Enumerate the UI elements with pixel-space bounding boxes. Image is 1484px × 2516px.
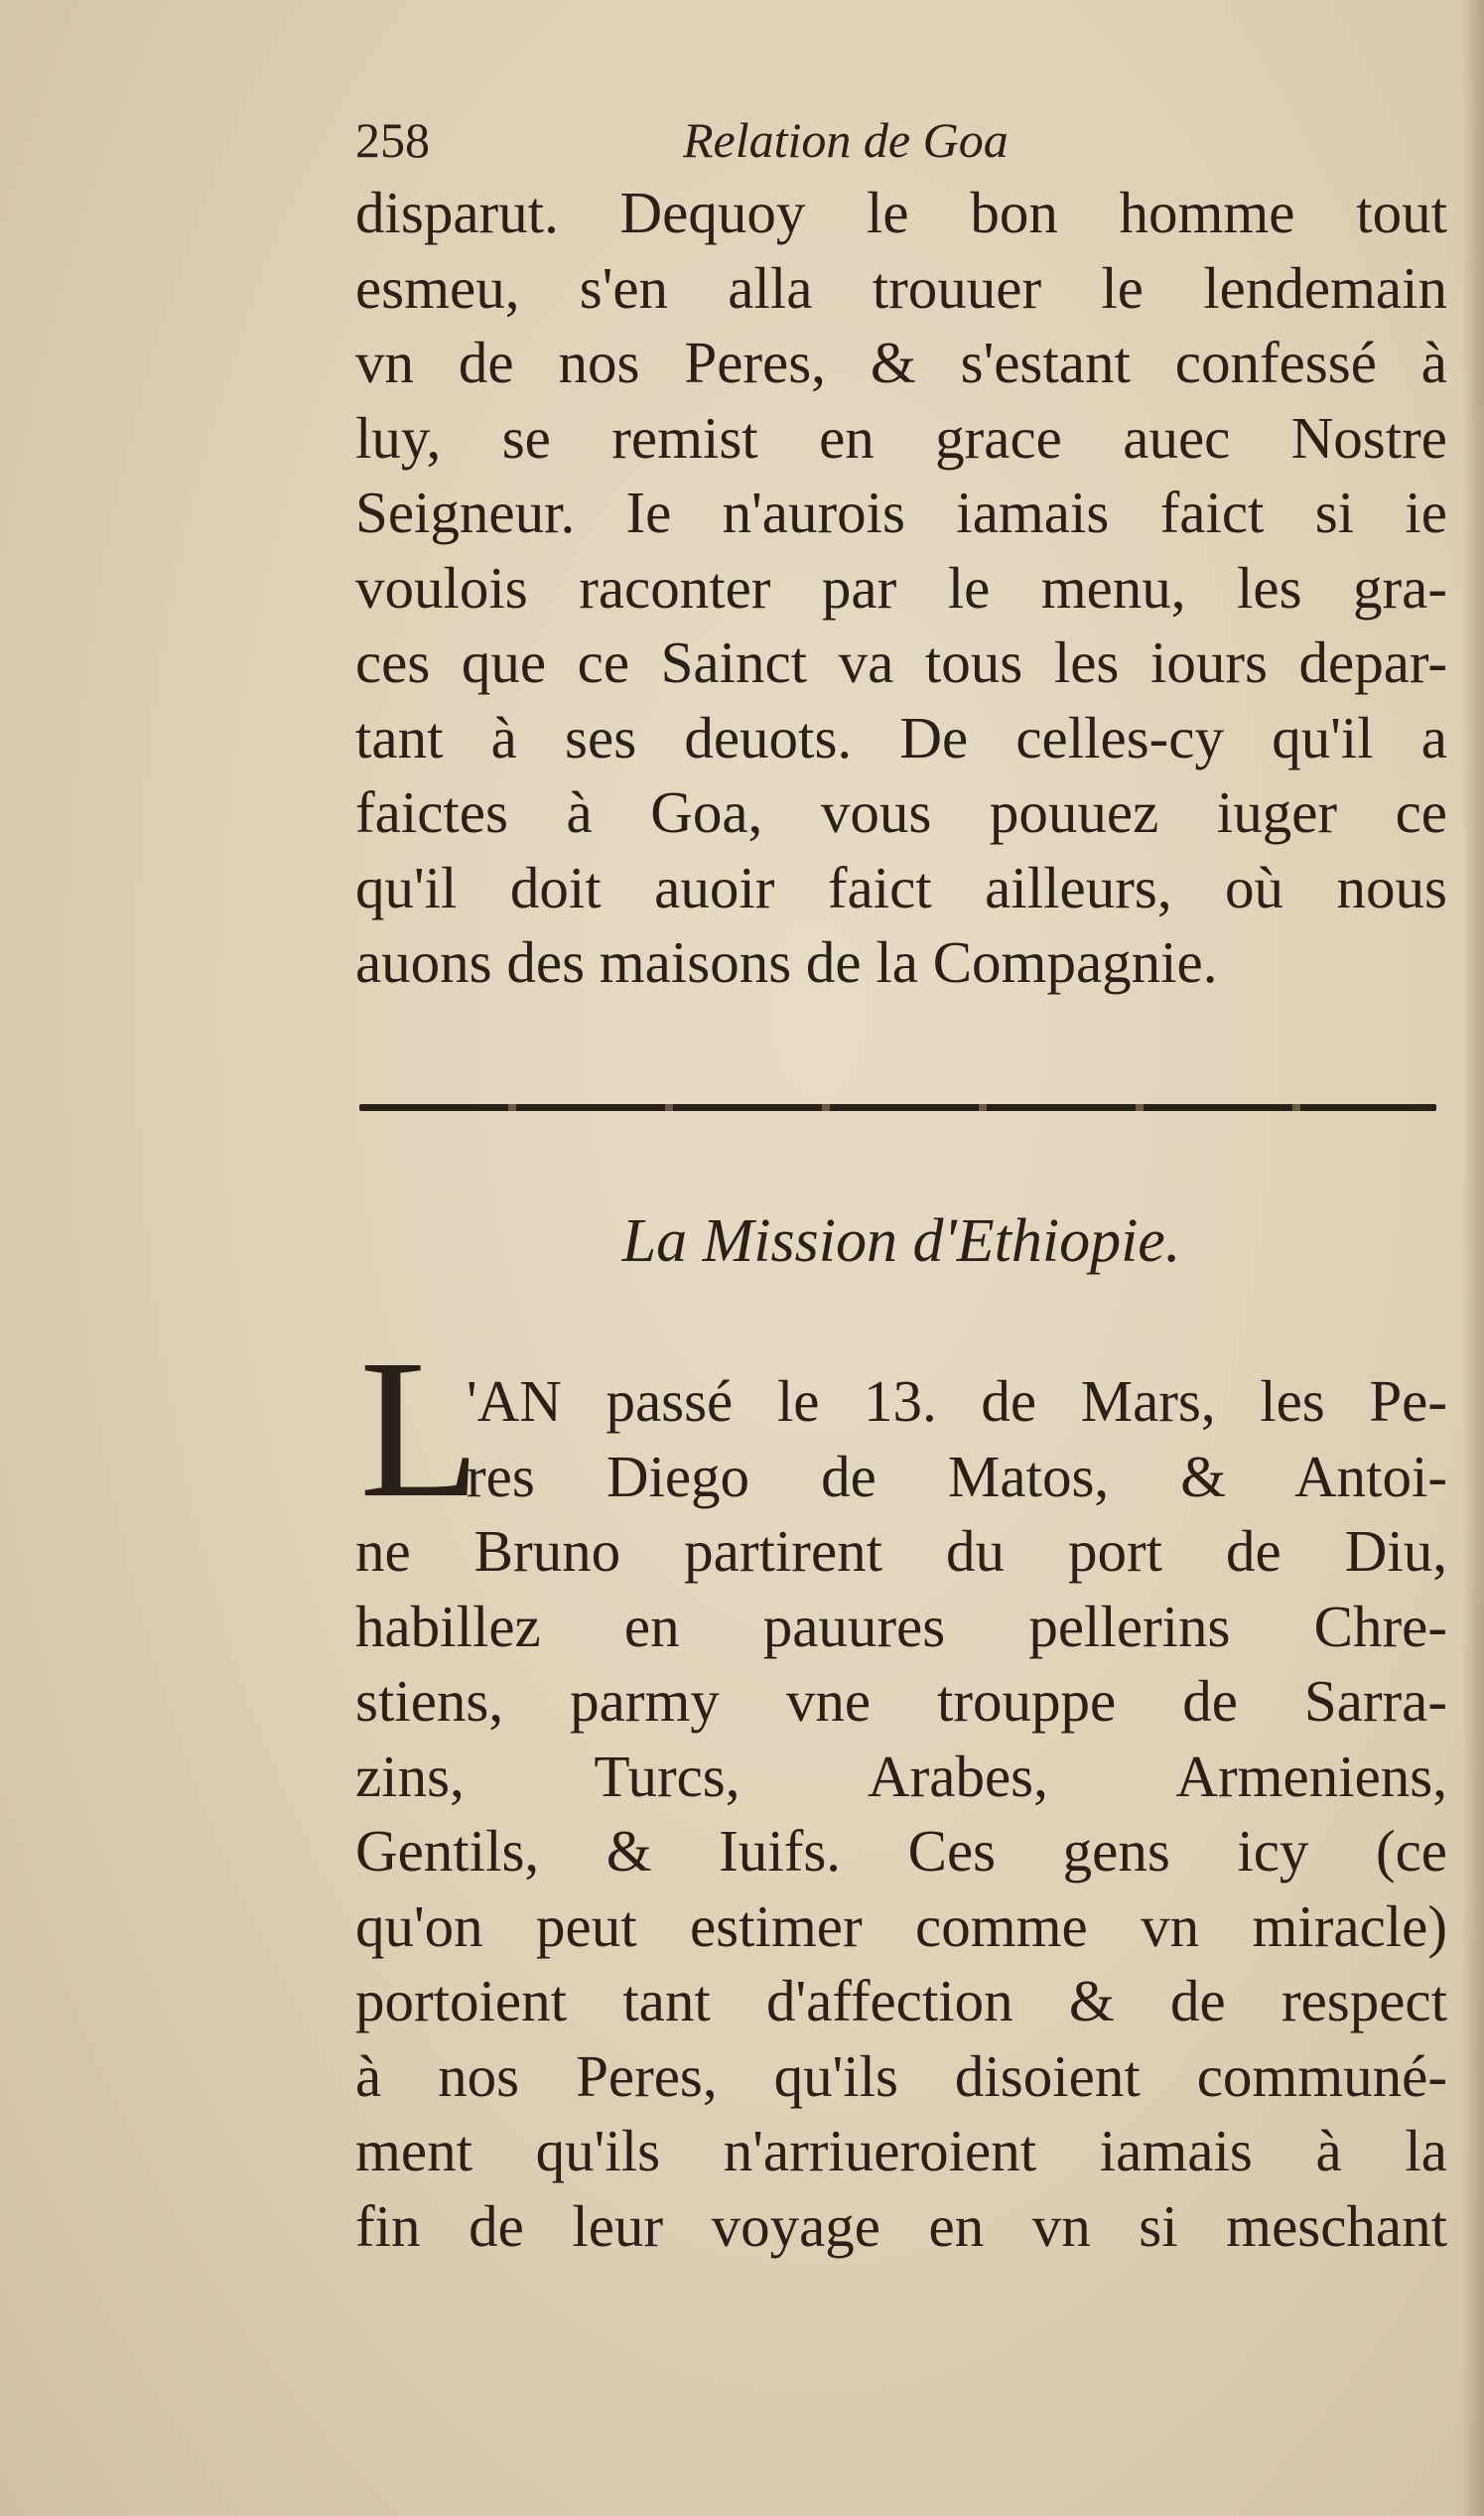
running-title: Relation de Goa xyxy=(683,112,1009,168)
text-line: habillez en pauures pellerins Chre- xyxy=(355,1593,1447,1659)
text-line: Gentils, & Iuifs. Ces gens icy (ce xyxy=(355,1818,1447,1884)
text-line: faictes à Goa, vous pouuez iuger ce xyxy=(355,779,1447,845)
text-line: vn de nos Peres, & s'estant confessé à xyxy=(355,330,1447,395)
text-line: voulois raconter par le menu, les gra- xyxy=(355,554,1447,621)
section-title: La Mission d'Ethiopie. xyxy=(621,1207,1181,1275)
paragraph-2-indented xyxy=(467,1364,1447,1514)
text-line: 'AN passé le 13. de Mars, les Pe- xyxy=(467,1368,1447,1434)
text-line: disparut. Dequoy le bon homme tout xyxy=(355,180,1447,245)
text-line: qu'il doit auoir faict ailleurs, où nous xyxy=(355,854,1447,920)
text-line: tant à ses deuots. De celles-cy qu'il a xyxy=(355,704,1447,770)
paragraph-2 xyxy=(355,1514,1447,2264)
text-line: ment qu'ils n'arriueroient iamais à la xyxy=(355,2118,1447,2183)
text-line: res Diego de Matos, & Antoi- xyxy=(467,1443,1447,1509)
text-line: esmeu, s'en alla trouuer le lendemain xyxy=(355,254,1447,321)
paragraph-1 xyxy=(355,176,1447,1001)
text-line: ne Bruno partirent du port de Diu, xyxy=(355,1518,1447,1584)
text-line: stiens, parmy vne trouppe de Sarra- xyxy=(355,1668,1447,1734)
drop-cap: L xyxy=(359,1320,481,1539)
text-line: auons des maisons de la Compagnie. xyxy=(355,929,1218,995)
text-line: portoient tant d'affection & de respect xyxy=(355,1968,1447,2033)
text-line: Seigneur. Ie n'aurois iamais faict si ie xyxy=(355,480,1447,545)
text-line: qu'on peut estimer comme vn miracle) xyxy=(355,1892,1447,1959)
text-line: luy, se remist en grace auec Nostre xyxy=(355,404,1447,471)
text-line: fin de leur voyage en vn si meschant xyxy=(355,2192,1447,2259)
running-header xyxy=(355,111,1447,181)
text-line: ces que ce Sainct va tous les iours depar- xyxy=(355,629,1447,695)
text-line: à nos Peres, qu'ils disoient communé- xyxy=(355,2042,1447,2109)
section-divider-rule xyxy=(359,1104,1436,1111)
page-number: 258 xyxy=(355,112,430,168)
text-line: zins, Turcs, Arabes, Armeniens, xyxy=(355,1743,1447,1809)
